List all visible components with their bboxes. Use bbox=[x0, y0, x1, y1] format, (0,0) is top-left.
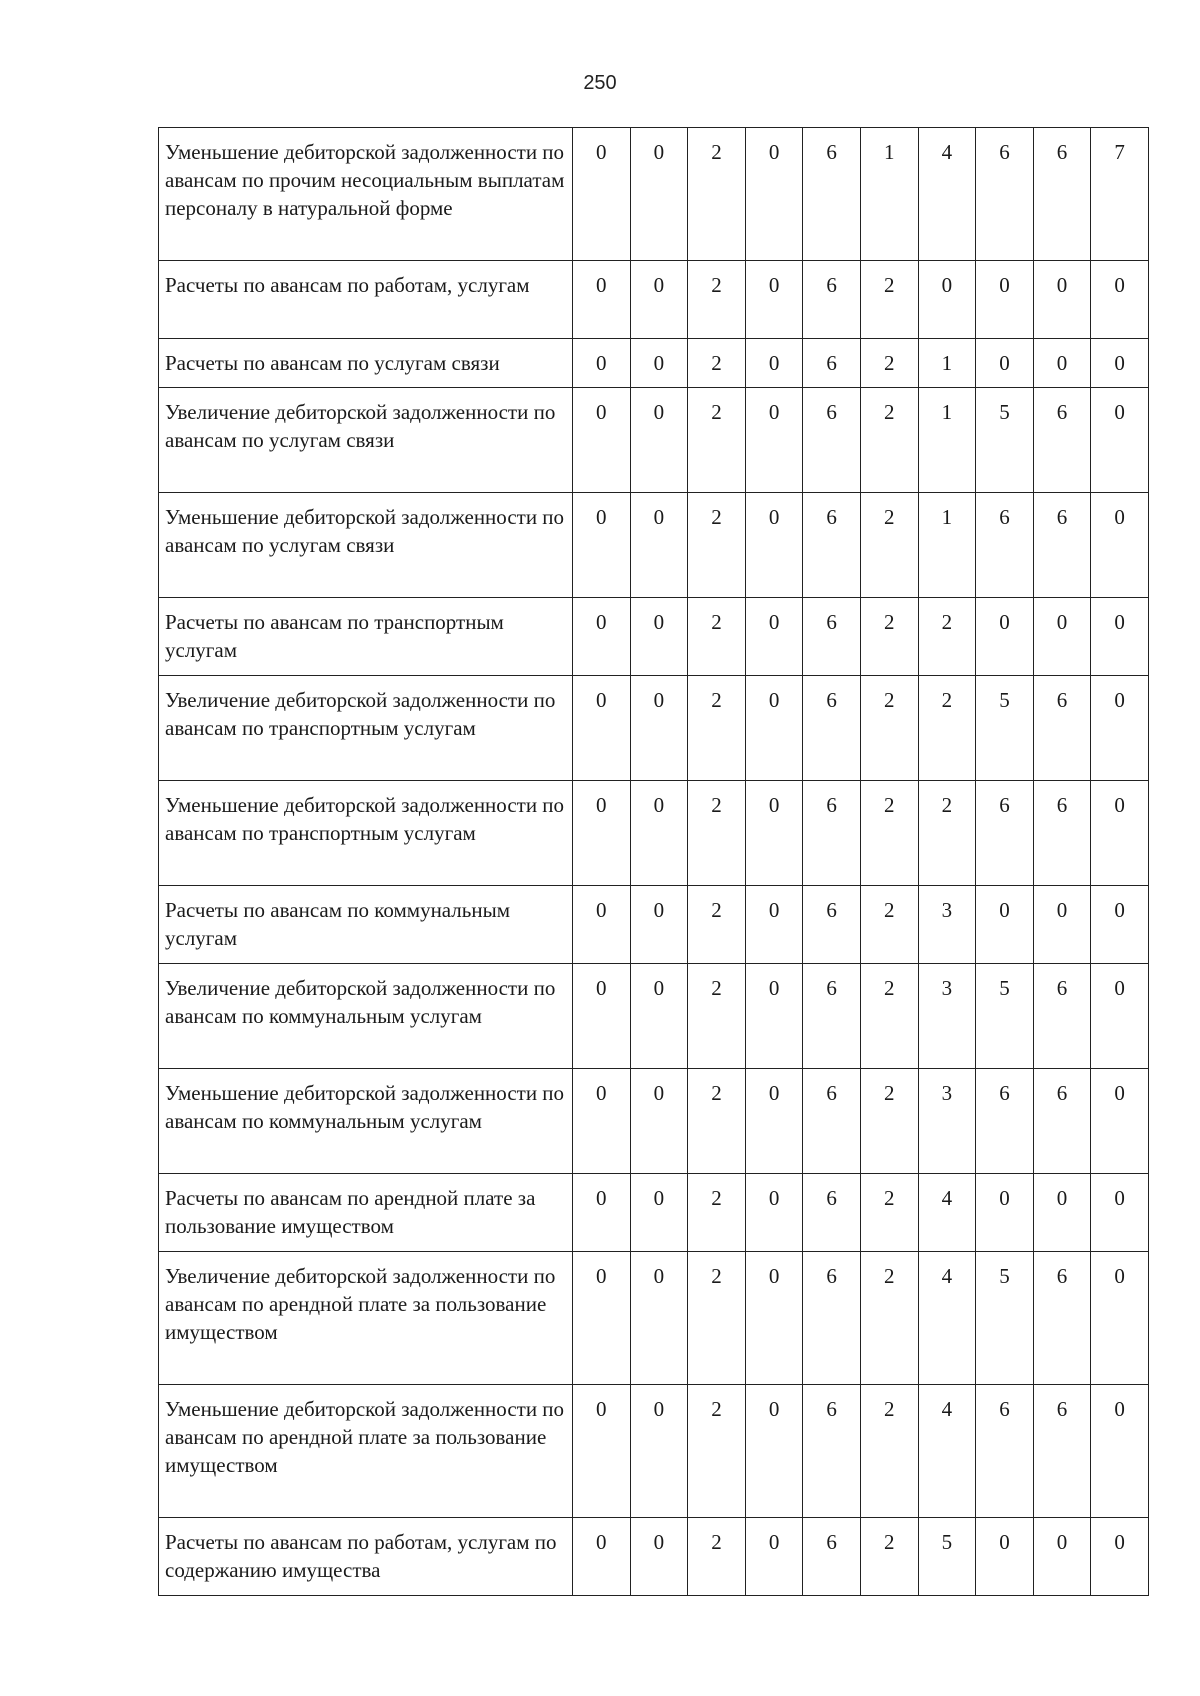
code-digit: 0 bbox=[976, 261, 1034, 339]
code-digit: 6 bbox=[803, 1174, 861, 1252]
code-digit: 0 bbox=[630, 339, 688, 388]
code-digit: 0 bbox=[745, 598, 803, 676]
code-digit: 2 bbox=[688, 1174, 746, 1252]
code-digit: 0 bbox=[745, 128, 803, 261]
code-digit: 0 bbox=[745, 1385, 803, 1518]
table-row bbox=[159, 886, 1149, 964]
code-digit: 2 bbox=[860, 676, 918, 781]
table-row bbox=[159, 964, 1149, 1069]
code-digit: 6 bbox=[976, 781, 1034, 886]
code-digit: 2 bbox=[688, 493, 746, 598]
code-digit: 0 bbox=[1091, 598, 1149, 676]
code-digit: 4 bbox=[918, 128, 976, 261]
code-digit: 0 bbox=[976, 339, 1034, 388]
code-digit: 0 bbox=[1091, 388, 1149, 493]
code-digit: 6 bbox=[803, 339, 861, 388]
code-digit: 2 bbox=[688, 339, 746, 388]
code-digit: 2 bbox=[860, 964, 918, 1069]
code-digit: 0 bbox=[976, 1518, 1034, 1596]
code-digit: 2 bbox=[688, 388, 746, 493]
table-row bbox=[159, 1069, 1149, 1174]
code-digit: 0 bbox=[745, 781, 803, 886]
code-digit: 0 bbox=[1033, 598, 1091, 676]
code-digit: 0 bbox=[573, 1252, 631, 1385]
table-row bbox=[159, 1385, 1149, 1518]
code-digit: 0 bbox=[1091, 1174, 1149, 1252]
table-row bbox=[159, 261, 1149, 339]
code-digit: 0 bbox=[573, 964, 631, 1069]
code-digit: 0 bbox=[573, 598, 631, 676]
code-digit: 6 bbox=[1033, 493, 1091, 598]
code-digit: 0 bbox=[745, 339, 803, 388]
code-digit: 0 bbox=[1033, 1174, 1091, 1252]
code-digit: 6 bbox=[976, 128, 1034, 261]
code-digit: 0 bbox=[1033, 886, 1091, 964]
row-description: Увеличение дебиторской задолженности по авансам по транспортным услугам bbox=[159, 676, 573, 781]
code-digit: 0 bbox=[573, 128, 631, 261]
code-digit: 0 bbox=[630, 128, 688, 261]
row-description: Расчеты по авансам по работам, услугам bbox=[159, 261, 573, 339]
code-digit: 0 bbox=[630, 1518, 688, 1596]
page-number: 250 bbox=[583, 72, 617, 94]
row-description: Уменьшение дебиторской задолженности по авансам по коммунальным услугам bbox=[159, 1069, 573, 1174]
code-digit: 2 bbox=[860, 1252, 918, 1385]
code-digit: 0 bbox=[630, 781, 688, 886]
code-digit: 0 bbox=[630, 261, 688, 339]
row-description: Расчеты по авансам по транспортным услугам bbox=[159, 598, 573, 676]
code-digit: 2 bbox=[918, 598, 976, 676]
code-digit: 6 bbox=[1033, 964, 1091, 1069]
code-digit: 0 bbox=[573, 1385, 631, 1518]
code-digit: 0 bbox=[745, 493, 803, 598]
code-digit: 2 bbox=[688, 964, 746, 1069]
code-digit: 2 bbox=[860, 493, 918, 598]
code-digit: 0 bbox=[573, 781, 631, 886]
code-digit: 0 bbox=[1091, 1518, 1149, 1596]
code-digit: 0 bbox=[745, 261, 803, 339]
code-digit: 0 bbox=[1091, 261, 1149, 339]
code-digit: 6 bbox=[1033, 1252, 1091, 1385]
row-description: Расчеты по авансам по работам, услугам по содержанию имущества bbox=[159, 1518, 573, 1596]
code-digit: 0 bbox=[745, 676, 803, 781]
code-digit: 6 bbox=[803, 676, 861, 781]
code-digit: 0 bbox=[745, 1252, 803, 1385]
code-digit: 0 bbox=[1091, 1252, 1149, 1385]
row-description: Уменьшение дебиторской задолженности по авансам по услугам связи bbox=[159, 493, 573, 598]
code-digit: 2 bbox=[860, 598, 918, 676]
code-digit: 0 bbox=[1033, 1518, 1091, 1596]
row-description: Расчеты по авансам по услугам связи bbox=[159, 339, 573, 388]
code-digit: 6 bbox=[1033, 388, 1091, 493]
code-digit: 4 bbox=[918, 1252, 976, 1385]
code-digit: 5 bbox=[976, 676, 1034, 781]
code-digit: 5 bbox=[976, 1252, 1034, 1385]
code-digit: 2 bbox=[918, 676, 976, 781]
code-digit: 6 bbox=[803, 781, 861, 886]
code-digit: 2 bbox=[688, 1385, 746, 1518]
code-digit: 0 bbox=[1033, 339, 1091, 388]
code-digit: 2 bbox=[860, 1518, 918, 1596]
code-digit: 2 bbox=[860, 261, 918, 339]
code-digit: 6 bbox=[1033, 1385, 1091, 1518]
code-digit: 0 bbox=[630, 1252, 688, 1385]
table-row bbox=[159, 598, 1149, 676]
code-digit: 2 bbox=[688, 676, 746, 781]
row-description: Расчеты по авансам по коммунальным услугам bbox=[159, 886, 573, 964]
code-digit: 0 bbox=[1033, 261, 1091, 339]
code-digit: 4 bbox=[918, 1174, 976, 1252]
code-digit: 0 bbox=[1091, 676, 1149, 781]
code-digit: 0 bbox=[630, 1174, 688, 1252]
code-digit: 0 bbox=[918, 261, 976, 339]
code-digit: 0 bbox=[573, 1518, 631, 1596]
code-digit: 0 bbox=[1091, 493, 1149, 598]
code-digit: 2 bbox=[860, 781, 918, 886]
code-digit: 6 bbox=[803, 1069, 861, 1174]
table-body bbox=[159, 128, 1149, 1596]
code-digit: 0 bbox=[745, 1174, 803, 1252]
code-digit: 6 bbox=[1033, 781, 1091, 886]
code-digit: 2 bbox=[688, 886, 746, 964]
code-digit: 0 bbox=[745, 886, 803, 964]
code-digit: 0 bbox=[976, 1174, 1034, 1252]
code-digit: 2 bbox=[860, 339, 918, 388]
row-description: Увеличение дебиторской задолженности по авансам по арендной плате за пользование имуществом bbox=[159, 1252, 573, 1385]
code-digit: 0 bbox=[573, 388, 631, 493]
code-digit: 0 bbox=[573, 493, 631, 598]
code-digit: 0 bbox=[630, 676, 688, 781]
code-digit: 0 bbox=[630, 388, 688, 493]
table-row bbox=[159, 781, 1149, 886]
code-digit: 0 bbox=[1091, 1385, 1149, 1518]
code-digit: 0 bbox=[573, 676, 631, 781]
code-digit: 6 bbox=[803, 598, 861, 676]
code-digit: 2 bbox=[688, 1252, 746, 1385]
code-digit: 0 bbox=[1091, 781, 1149, 886]
code-digit: 6 bbox=[803, 1252, 861, 1385]
row-description: Увеличение дебиторской задолженности по авансам по коммунальным услугам bbox=[159, 964, 573, 1069]
table-row bbox=[159, 1174, 1149, 1252]
code-digit: 0 bbox=[1091, 964, 1149, 1069]
code-digit: 5 bbox=[976, 964, 1034, 1069]
code-digit: 6 bbox=[976, 1069, 1034, 1174]
code-digit: 3 bbox=[918, 964, 976, 1069]
code-digit: 0 bbox=[630, 964, 688, 1069]
code-digit: 1 bbox=[918, 388, 976, 493]
code-digit: 0 bbox=[573, 1069, 631, 1174]
code-digit: 0 bbox=[976, 598, 1034, 676]
code-digit: 2 bbox=[688, 128, 746, 261]
code-digit: 2 bbox=[688, 1518, 746, 1596]
code-digit: 6 bbox=[803, 128, 861, 261]
code-digit: 6 bbox=[1033, 128, 1091, 261]
code-digit: 0 bbox=[745, 388, 803, 493]
code-digit: 2 bbox=[860, 388, 918, 493]
code-digit: 6 bbox=[1033, 676, 1091, 781]
code-digit: 3 bbox=[918, 1069, 976, 1174]
code-digit: 0 bbox=[745, 1518, 803, 1596]
code-digit: 6 bbox=[803, 1518, 861, 1596]
code-digit: 0 bbox=[630, 1385, 688, 1518]
code-digit: 2 bbox=[688, 598, 746, 676]
table-row bbox=[159, 493, 1149, 598]
row-description: Уменьшение дебиторской задолженности по авансам по прочим несоциальным выплатам персоналу в натуральной форме bbox=[159, 128, 573, 261]
code-digit: 5 bbox=[976, 388, 1034, 493]
row-description: Увеличение дебиторской задолженности по авансам по услугам связи bbox=[159, 388, 573, 493]
table-row bbox=[159, 339, 1149, 388]
code-digit: 0 bbox=[573, 261, 631, 339]
row-description: Расчеты по авансам по арендной плате за пользование имуществом bbox=[159, 1174, 573, 1252]
code-digit: 6 bbox=[1033, 1069, 1091, 1174]
code-digit: 2 bbox=[860, 1069, 918, 1174]
code-digit: 2 bbox=[860, 886, 918, 964]
code-digit: 1 bbox=[918, 493, 976, 598]
table-row bbox=[159, 388, 1149, 493]
table-row bbox=[159, 676, 1149, 781]
code-digit: 6 bbox=[803, 261, 861, 339]
code-digit: 7 bbox=[1091, 128, 1149, 261]
code-digit: 6 bbox=[976, 493, 1034, 598]
code-digit: 6 bbox=[803, 964, 861, 1069]
code-digit: 6 bbox=[976, 1385, 1034, 1518]
code-digit: 6 bbox=[803, 1385, 861, 1518]
code-digit: 5 bbox=[918, 1518, 976, 1596]
code-digit: 0 bbox=[745, 1069, 803, 1174]
code-digit: 2 bbox=[688, 1069, 746, 1174]
code-digit: 2 bbox=[688, 261, 746, 339]
code-digit: 0 bbox=[573, 339, 631, 388]
code-digit: 3 bbox=[918, 886, 976, 964]
code-digit: 2 bbox=[918, 781, 976, 886]
code-digit: 0 bbox=[573, 1174, 631, 1252]
code-digit: 2 bbox=[860, 1174, 918, 1252]
code-digit: 0 bbox=[630, 1069, 688, 1174]
code-digit: 0 bbox=[1091, 339, 1149, 388]
code-digit: 6 bbox=[803, 388, 861, 493]
code-digit: 0 bbox=[630, 493, 688, 598]
code-digit: 0 bbox=[630, 886, 688, 964]
code-digit: 0 bbox=[573, 886, 631, 964]
row-description: Уменьшение дебиторской задолженности по авансам по арендной плате за пользование имуществом bbox=[159, 1385, 573, 1518]
code-digit: 0 bbox=[630, 598, 688, 676]
code-digit: 0 bbox=[976, 886, 1034, 964]
code-digit: 1 bbox=[860, 128, 918, 261]
code-digit: 6 bbox=[803, 886, 861, 964]
row-description: Уменьшение дебиторской задолженности по авансам по транспортным услугам bbox=[159, 781, 573, 886]
account-codes-table bbox=[158, 127, 1149, 1596]
code-digit: 1 bbox=[918, 339, 976, 388]
code-digit: 2 bbox=[860, 1385, 918, 1518]
code-digit: 6 bbox=[803, 493, 861, 598]
table-row bbox=[159, 128, 1149, 261]
table-row bbox=[159, 1252, 1149, 1385]
table-row bbox=[159, 1518, 1149, 1596]
code-digit: 0 bbox=[1091, 1069, 1149, 1174]
code-digit: 0 bbox=[745, 964, 803, 1069]
code-digit: 2 bbox=[688, 781, 746, 886]
code-digit: 0 bbox=[1091, 886, 1149, 964]
code-digit: 4 bbox=[918, 1385, 976, 1518]
